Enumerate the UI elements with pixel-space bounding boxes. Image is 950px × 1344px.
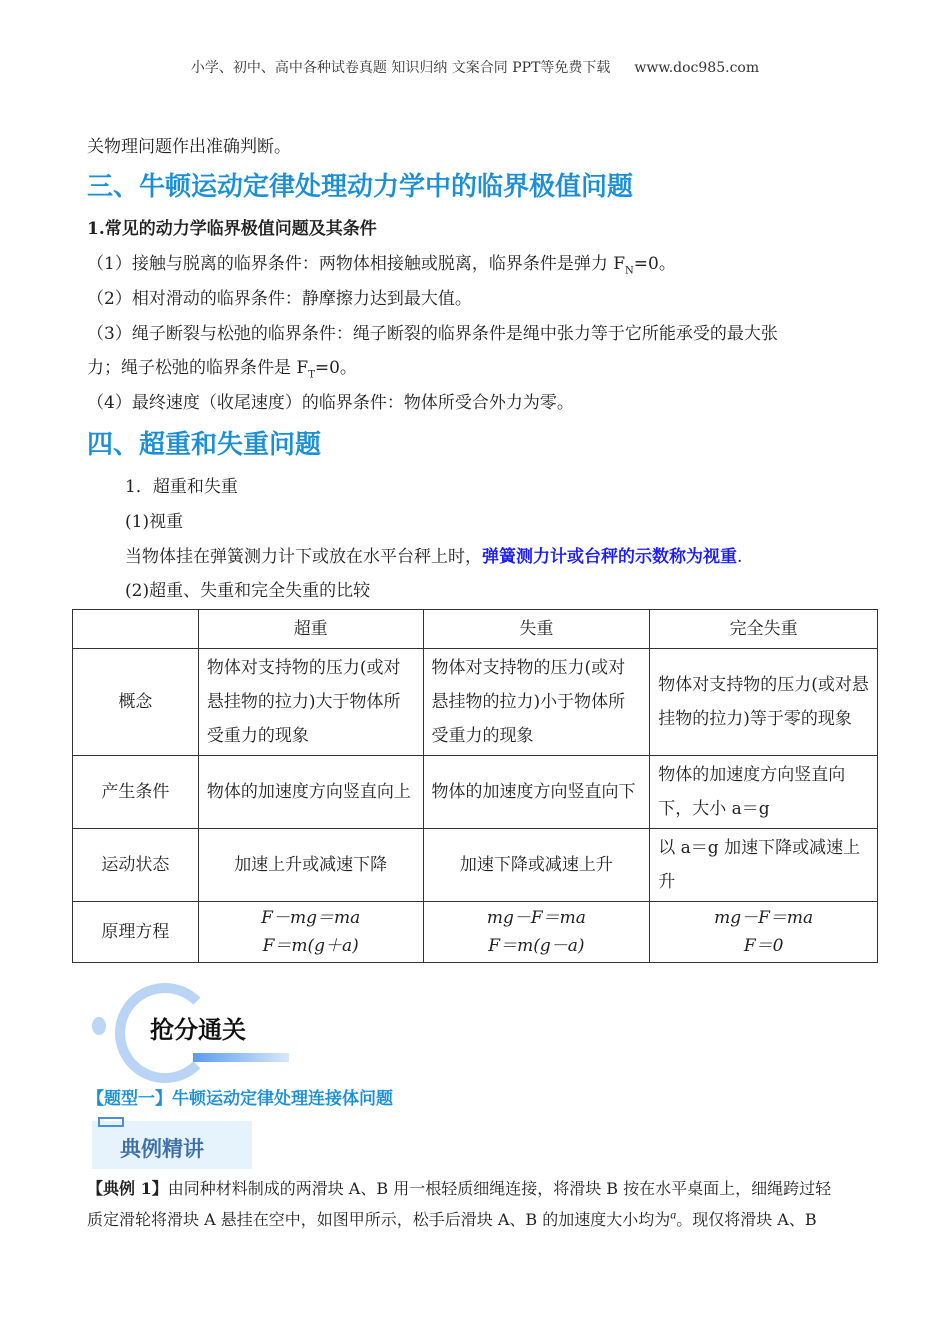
intro-text: 关物理问题作出准确判断。 [87,137,291,157]
table-header-row: 超重 失重 完全失重 [73,610,878,649]
section-3-title: 三、牛顿运动定律处理动力学中的临界极值问题 [87,172,634,202]
para-3: 当物体挂在弹簧测力计下或放在水平台秤上时，弹簧测力计或台秤的示数称为视重. [125,547,743,567]
comparison-table [72,609,878,963]
example-1-line-1: 【典例 1】由同种材料制成的两滑块 A、B 用一根轻质细绳连接，将滑块 B 按在水平桌面上，细绳跨过轻 [87,1179,832,1198]
type-1-title: 【题型一】牛顿运动定律处理连接体问题 [87,1089,393,1109]
table-row: 产生条件 物体的加速度方向竖直向上 物体的加速度方向竖直向下 物体的加速度方向竖直向下，大小 a＝g [73,756,878,829]
page-header [0,57,950,77]
para-1: 1．超重和失重 [125,477,238,497]
example-label-mark [98,1117,124,1127]
item-4: （4）最终速度（收尾速度）的临界条件：物体所受合外力为零。 [87,393,574,413]
para-2: (1)视重 [125,512,184,532]
item-3: （3）绳子断裂与松弛的临界条件：绳子断裂的临界条件是绳中张力等于它所能承受的最大张 [87,324,778,344]
example-1-line-2: 质定滑轮将滑块 A 悬挂在空中，如图甲所示，松手后滑块 A、B 的加速度大小均为$^a$。现仅将滑块 A、B [87,1207,817,1229]
banner-bar [193,1053,289,1062]
header-link[interactable]: www.doc985.com [634,60,760,76]
table-row: 概念 物体对支持物的压力(或对悬挂物的拉力)大于物体所受重力的现象 物体对支持物的压力(或对悬挂物的拉力)小于物体所受重力的现象 物体对支持物的压力(或对悬挂物的拉力)等于零的现象 [73,649,878,756]
table-row: 运动状态 加速上升或减速下降 加速下降或减速上升 以 a＝g 加速下降或减速上升 [73,829,878,902]
item-1: （1）接触与脱离的临界条件：两物体相接触或脱离，临界条件是弹力 $F_N=0$。 [87,254,676,277]
para-4: (2)超重、失重和完全失重的比较 [125,581,371,601]
banner-dot [92,1017,106,1035]
header-text: 小学、初中、高中各种试卷真题 知识归纳 文案合同 PPT等免费下载 [190,60,611,76]
section-3-subtitle: 1.常见的动力学临界极值问题及其条件 [87,219,377,239]
table-row: 原理方程 F－mg＝ma F＝m(g＋a) mg－F＝ma F＝m(g－a) mg－F＝ma F＝0 [73,902,878,963]
section-4-title: 四、超重和失重问题 [87,430,322,460]
item-3-cont: 力；绳子松弛的临界条件是 $F_T=0$。 [87,358,357,381]
item-2: （2）相对滑动的临界条件：静摩擦力达到最大值。 [87,289,472,309]
example-label: 典例精讲 [120,1137,204,1161]
banner-title: 抢分通关 [150,1016,246,1044]
